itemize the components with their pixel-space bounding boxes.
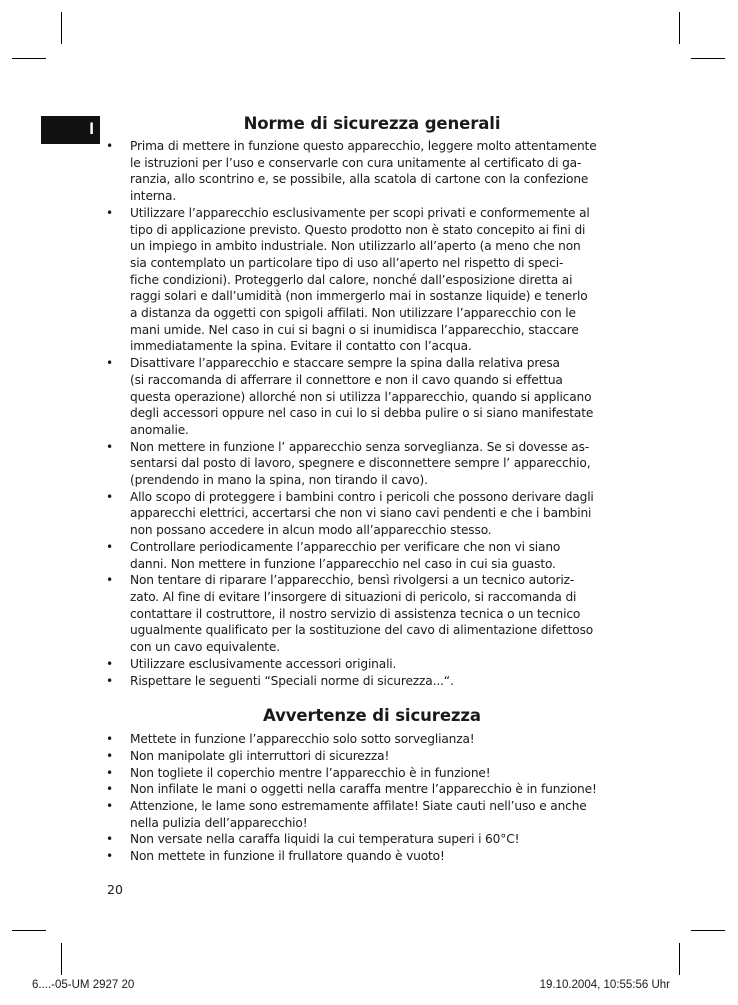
bullet-icon: •	[106, 799, 114, 814]
list-item-text: Utilizzare l’apparecchio esclusivamente per scopi privati e conformemente al tipo di applicazione previsto. Questo prodotto non è stato concepito ai fini di un impiego in ambito industriale. Non utilizzarlo all’aperto (a meno che non sia contemplato un particolare tipo di uso all’aperto nel rispetto di speci- fiche condizioni). Proteggerlo dal calore, nonché dall’esposizione diretta ai raggi solari e dall’umidità (non immergerlo mai in sostanze liquide) e tenerlo a distanza da oggetti con spigoli affilati. Non utilizzare l’apparecchio con le mani umide. Nel caso in cui si bagni o si inumidisca l’apparecchio, staccare immediatamente la spina. Evitare il contatto con l’acqua.	[130, 205, 590, 354]
list-item	[106, 355, 638, 439]
list-item-text: Non tentare di riparare l’apparecchio, bensì rivolgersi a un tecnico autoriz- zato. Al fine di evitare l’insorgere di situazioni di pericolo, si raccomanda di contattare il costruttore, il nostro servizio di assistenza tecnica o un tecnico ugualmente qualificato per la sostituzione del cavo di alimentazione difettoso con un cavo equivalente.	[130, 573, 594, 655]
list-item	[106, 765, 638, 782]
general-safety-list	[106, 138, 638, 689]
crop-mark-bottom-left-horizontal	[12, 930, 46, 931]
list-item-text: Disattivare l’apparecchio e staccare sempre la spina dalla relativa presa (si raccomanda di afferrare il connettore e non il cavo quando si effettua questa operazione) allorché non si utilizza l’apparecchio, quando si applicano degli accessori oppure nel caso in cui lo si debba pulire o si siano manifestate anomalie.	[130, 356, 594, 437]
list-item	[106, 848, 638, 865]
list-item-text: Non versate nella caraffa liquidi la cui temperatura superi i 60°C!	[130, 832, 520, 847]
list-item-text: Attenzione, le lame sono estremamente affilate! Siate cauti nell’uso e anche nella pulizia dell’apparecchio!	[130, 799, 587, 830]
bullet-icon: •	[106, 782, 114, 797]
bullet-icon: •	[106, 765, 114, 780]
bullet-icon: •	[106, 489, 114, 504]
list-item-text: Non mettete in funzione il frullatore quando è vuoto!	[130, 849, 445, 864]
list-item-text: Prima di mettere in funzione questo apparecchio, leggere molto attentamente le istruzioni per l’uso e conservarle con cura unitamente al certificato di ga- ranzia, allo scontrino e, se possibile, alla scatola di cartone con la confezione interna.	[130, 139, 597, 204]
page-content	[106, 112, 638, 865]
footer-left-info: 6....-05-UM 2927 20	[32, 979, 135, 991]
list-item	[106, 539, 638, 572]
section-title-safety-warnings: Avvertenze di sicurezza	[263, 706, 481, 726]
list-item	[106, 831, 638, 848]
safety-warnings-list	[106, 731, 638, 865]
crop-mark-top-right-vertical	[679, 12, 680, 44]
list-item	[106, 656, 638, 673]
bullet-icon: •	[106, 573, 114, 588]
bullet-icon: •	[106, 673, 114, 688]
list-item-text: Utilizzare esclusivamente accessori originali.	[130, 656, 397, 671]
bullet-icon: •	[106, 732, 114, 747]
list-item-text: Non mettere in funzione l’ apparecchio senza sorveglianza. Se si dovesse as- sentarsi dal posto di lavoro, spegnere e disconnettere sempre l’ apparecchio, (prendendo in mano la spina, non tirando il cavo).	[130, 439, 591, 488]
bullet-icon: •	[106, 139, 114, 153]
crop-mark-top-left-vertical	[61, 12, 62, 44]
section-title-general-safety: Norme di sicurezza generali	[243, 114, 501, 133]
list-item	[106, 205, 638, 355]
list-item	[106, 439, 638, 489]
list-item-text: Non manipolate gli interruttori di sicurezza!	[130, 748, 390, 763]
bullet-icon: •	[106, 439, 114, 454]
list-item	[106, 798, 638, 831]
list-item	[106, 781, 638, 798]
bullet-icon: •	[106, 356, 114, 371]
list-item	[106, 731, 638, 748]
list-item-text: Non togliete il coperchio mentre l’apparecchio è in funzione!	[130, 765, 491, 780]
list-item	[106, 489, 638, 539]
crop-mark-bottom-right-vertical	[679, 943, 680, 975]
list-item-text: Rispettare le seguenti “Speciali norme di sicurezza...“.	[130, 673, 454, 688]
crop-mark-bottom-left-vertical	[61, 943, 62, 975]
language-tab-label: I	[89, 119, 94, 138]
language-tab	[41, 116, 100, 144]
bullet-icon: •	[106, 205, 114, 220]
bullet-icon: •	[106, 539, 114, 554]
list-item	[106, 673, 638, 690]
list-item-text: Non infilate le mani o oggetti nella caraffa mentre l’apparecchio è in funzione!	[130, 782, 597, 797]
list-item-text: Mettete in funzione l’apparecchio solo sotto sorveglianza!	[130, 732, 475, 747]
crop-mark-top-right-horizontal	[691, 58, 725, 59]
bullet-icon: •	[106, 832, 114, 847]
list-item	[106, 138, 638, 205]
bullet-icon: •	[106, 748, 114, 763]
list-item	[106, 572, 638, 656]
page-number: 20	[107, 882, 123, 897]
list-item-text: Controllare periodicamente l’apparecchio per verificare che non vi siano danni. Non mettere in funzione l’apparecchio nel caso in cui sia guasto.	[130, 539, 561, 571]
list-item-text: Allo scopo di proteggere i bambini contro i pericoli che possono derivare dagli apparecchi elettrici, accertarsi che non vi siano cavi pendenti e che i bambini non possano accedere in alcun modo all’apparecchio stesso.	[130, 489, 594, 538]
bullet-icon: •	[106, 849, 114, 864]
crop-mark-bottom-right-horizontal	[691, 930, 725, 931]
bullet-icon: •	[106, 656, 114, 671]
crop-mark-top-left-horizontal	[12, 58, 46, 59]
footer-timestamp: 19.10.2004, 10:55:56 Uhr	[539, 979, 670, 991]
list-item	[106, 748, 638, 765]
